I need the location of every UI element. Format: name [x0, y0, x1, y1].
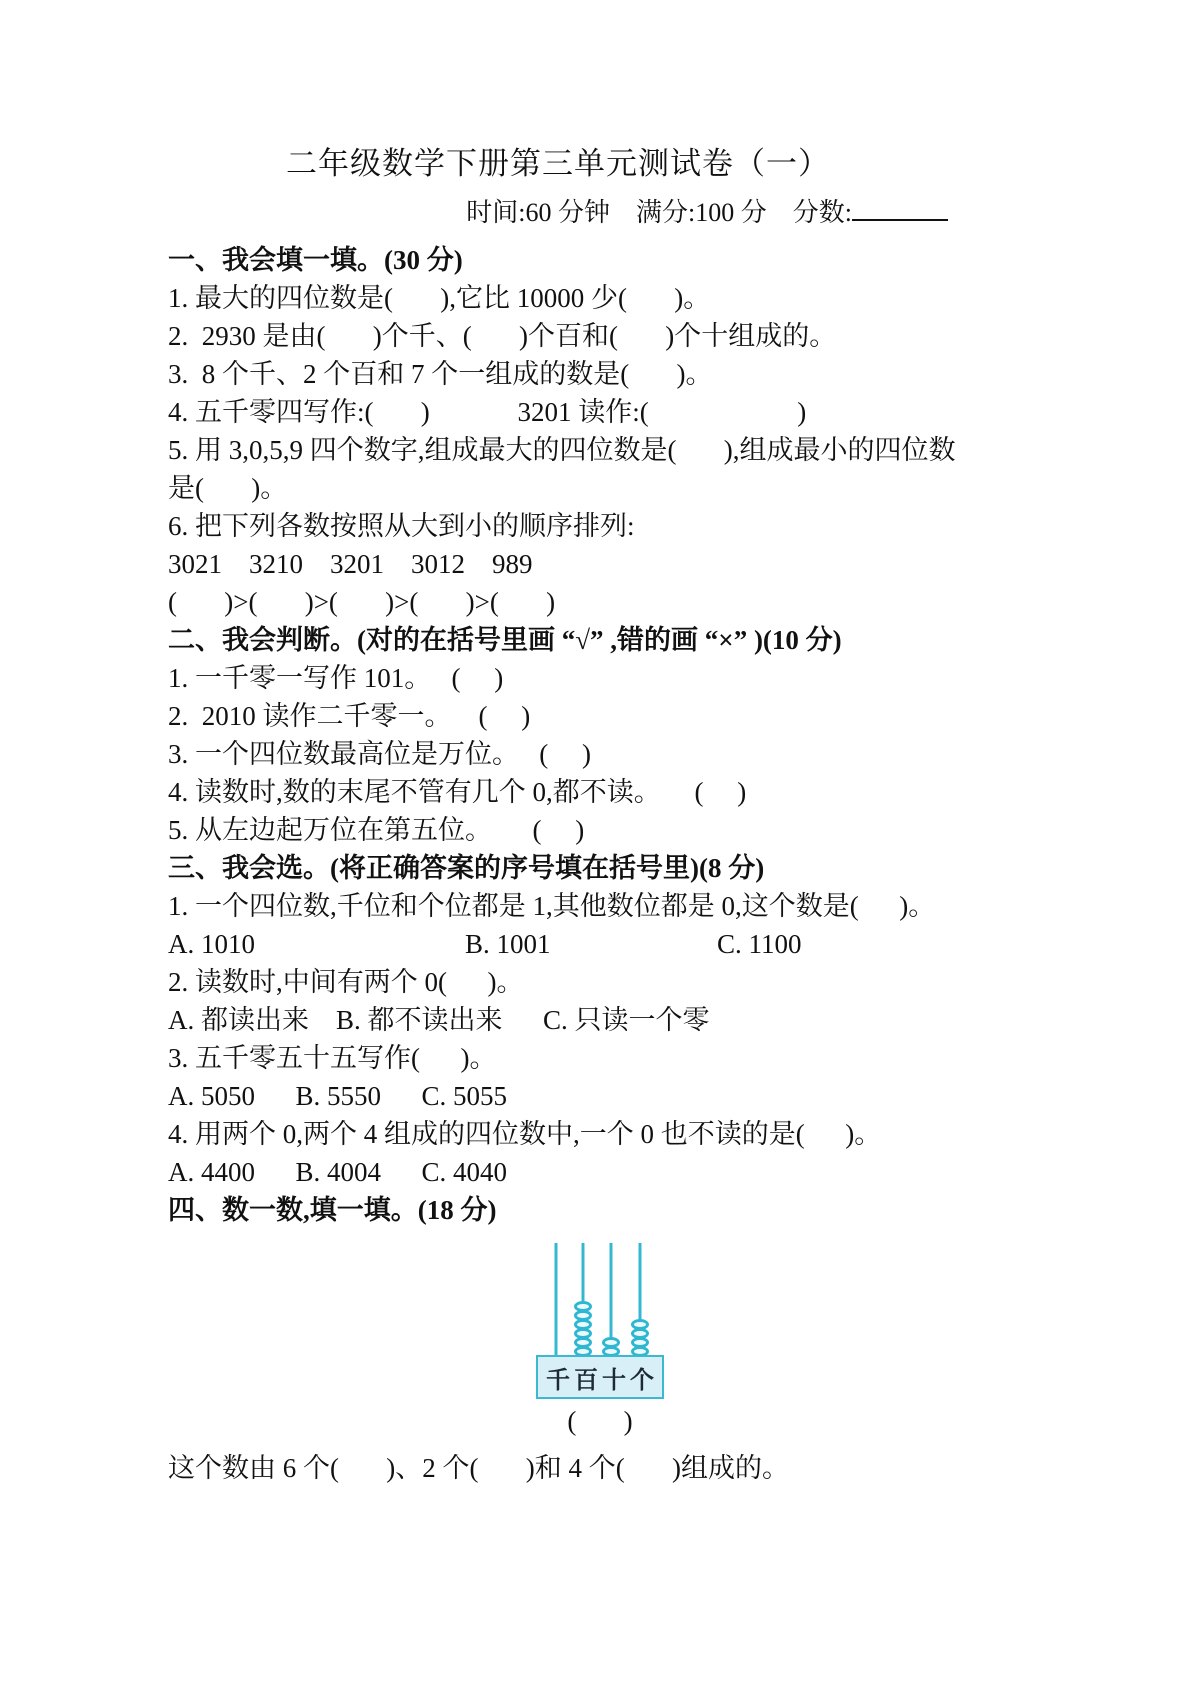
paper-meta — [168, 192, 948, 229]
place-label-thousands: 千 — [546, 1367, 570, 1394]
full-score: 满分:100 分 — [636, 198, 767, 227]
option-b: B. 1001 — [465, 929, 551, 959]
abacus-rod-ones — [630, 1243, 650, 1357]
section1-question-3: 3. 8 个千、2 个百和 7 个一组成的数是( )。 — [168, 359, 713, 389]
section1-heading: 一、我会填一填。(30 分) — [168, 245, 463, 275]
abacus-base — [536, 1355, 664, 1399]
abacus-beads-ones — [631, 1321, 649, 1357]
section1-question-6-brackets: ( )>( )>( )>( )>( ) — [168, 587, 556, 617]
section2-heading: 二、我会判断。(对的在括号里画 “√” ,错的画 “×” )(10 分) — [168, 625, 842, 655]
section1-question-1: 1. 最大的四位数是( ),它比 10000 少( )。 — [168, 283, 711, 313]
place-label-hundreds: 百 — [574, 1367, 598, 1394]
section3-heading: 三、我会选。(将正确答案的序号填在括号里)(8 分) — [168, 853, 765, 883]
time-limit: 时间:60 分钟 — [466, 198, 611, 227]
section4-heading: 四、数一数,填一填。(18 分) — [168, 1195, 497, 1225]
section3-question-3-options: A. 5050 B. 5550 C. 5055 — [168, 1081, 508, 1111]
test-paper — [168, 138, 1040, 1487]
place-label-ones: 个 — [630, 1367, 654, 1394]
section3-question-4: 4. 用两个 0,两个 4 组成的四位数中,一个 0 也不读的是( )。 — [168, 1119, 882, 1149]
section1-question-5-line2: 是( )。 — [168, 473, 288, 503]
abacus-rod-line — [555, 1243, 558, 1359]
section2-question-2: 2. 2010 读作二千零一。 ( ) — [168, 701, 531, 731]
abacus-beads-hundreds — [574, 1303, 592, 1357]
abacus-rod-tens — [601, 1243, 621, 1357]
section4-composition: 这个数由 6 个( )、2 个( )和 4 个( )组成的。 — [168, 1453, 789, 1483]
section1-question-6: 6. 把下列各数按照从大到小的顺序排列: — [168, 511, 635, 541]
paper-header — [168, 138, 948, 229]
score-label: 分数: — [792, 198, 852, 227]
section3-question-4-options: A. 4400 B. 4004 C. 4040 — [168, 1157, 508, 1187]
section1-question-2: 2. 2930 是由( )个千、( )个百和( )个十组成的。 — [168, 321, 837, 351]
section2-question-3: 3. 一个四位数最高位是万位。 ( ) — [168, 739, 591, 769]
option-c: C. 1100 — [717, 929, 802, 959]
section1-question-6-numbers: 3021 3210 3201 3012 989 — [168, 549, 533, 579]
section2-question-1: 1. 一千零一写作 101。 ( ) — [168, 663, 504, 693]
section2-question-5: 5. 从左边起万位在第五位。 ( ) — [168, 815, 585, 845]
section3-question-1: 1. 一个四位数,千位和个位都是 1,其他数位都是 0,这个数是( )。 — [168, 891, 936, 921]
page-title: 二年级数学下册第三单元测试卷（一） — [286, 146, 830, 181]
abacus-answer-bracket: ( ) — [567, 1406, 633, 1436]
section1-question-5-line1: 5. 用 3,0,5,9 四个数字,组成最大的四位数是( ),组成最小的四位数 — [168, 435, 956, 465]
abacus-figure — [536, 1243, 664, 1399]
abacus-rod-thousands — [546, 1243, 566, 1357]
place-label-tens: 十 — [602, 1367, 626, 1394]
paper-body — [168, 241, 1040, 1487]
section3-question-1-options — [168, 925, 1040, 963]
section3-question-3: 3. 五千零五十五写作( )。 — [168, 1043, 497, 1073]
section3-question-2: 2. 读数时,中间有两个 0( )。 — [168, 967, 524, 997]
section2-question-4: 4. 读数时,数的末尾不管有几个 0,都不读。 ( ) — [168, 777, 747, 807]
option-a: A. 1010 — [168, 929, 255, 959]
section3-question-2-options: A. 都读出来 B. 都不读出来 C. 只读一个零 — [168, 1005, 710, 1035]
score-blank — [852, 195, 948, 221]
section1-question-4: 4. 五千零四写作:( ) 3201 读作:( ) — [168, 397, 807, 427]
abacus-rod-hundreds — [573, 1243, 593, 1357]
